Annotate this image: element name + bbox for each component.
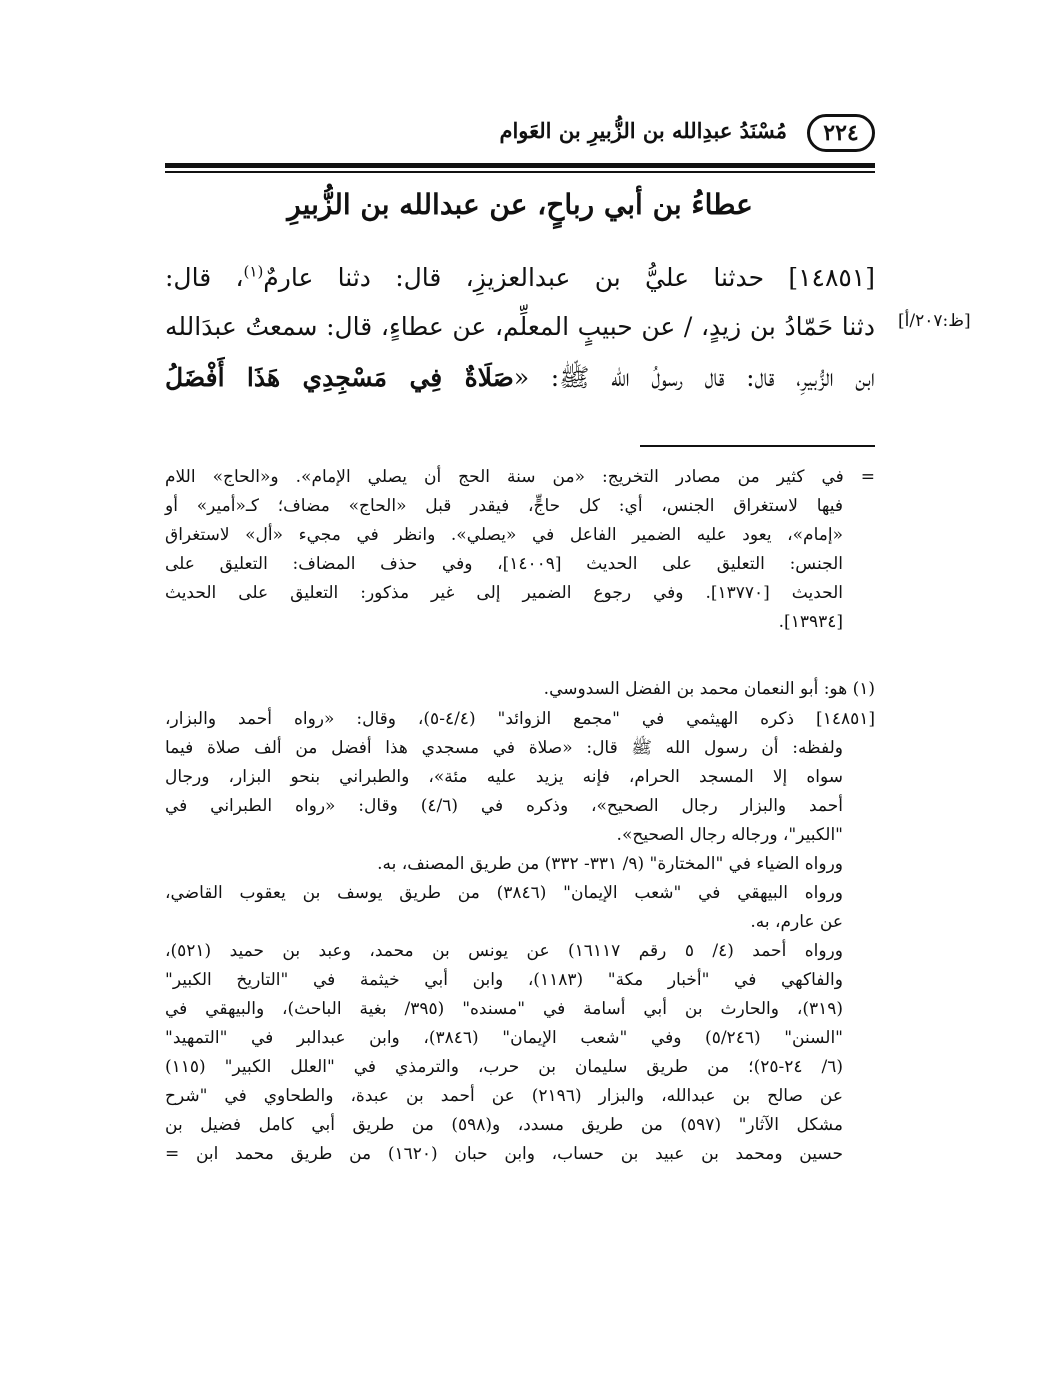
takhrij-line: [١٤٨٥١] ذكره الهيثمي في "مجمع الزوائد" (٤/٤-٥)، وقال: «رواه أحمد والبزار، [165, 709, 875, 729]
footnote-line: (١) هو: أبو النعمان محمد بن الفضل السدوسي. [543, 679, 875, 699]
footnote-ref-1: (١) [243, 262, 264, 281]
takhrij-line: عن صالح بن عبدالله، والبزار (٢١٩٦) عن أحمد بن عبدة، والطحاوي في "شرح [165, 1086, 844, 1106]
takhrij-line: والفاكهي في "أخبار مكة" (١١٨٣)، وابن أبي خيثمة في "التاريخ الكبير" [165, 970, 843, 990]
takhrij-line: أحمد والبزار رجال الصحيح»، وذكره في (٤/٦) وقال: «رواه الطبراني في [165, 796, 843, 816]
hadith-text: صَلَاةٌ فِي مَسْجِدِي هَذَا أَفْضَلُ [165, 363, 514, 392]
takhrij-line: ورواه أحمد (٤/ ٥ رقم ١٦١١٧) عن يونس بن محمد، وعبد بن حميد (٥٢١)، [165, 941, 843, 961]
footnote-line: الحديث [١٣٧٧٠]. وفي رجوع الضمير إلى غير مذكور: التعليق على الحديث [165, 583, 843, 603]
takhrij-line: حسين ومحمد بن عبيد بن حساب، وابن حبان (١٦٢٠) من طريق محمد ابن = [165, 1144, 843, 1164]
running-header [165, 112, 875, 162]
footnote-line: [١٣٩٣٤]. [778, 612, 843, 632]
takhrij-line: سواه إلا المسجد الحرام، فإنه يزيد عليه مئة»، والطبراني بنحو البزار، ورجال [165, 767, 843, 787]
margin-manuscript-note: [ظ:٢٠٧/أ] [898, 311, 971, 331]
takhrij-line: ولفظه: أن رسول الله ﷺ قال: «صلاة في مسجدي هذا أفضل من ألف صلاة فيما [165, 738, 843, 758]
takhrij-note [165, 705, 875, 1169]
page-number: ٢٢٤ [807, 114, 875, 152]
body-line-1-text: [١٤٨٥١] حدثنا عليُّ بن عبدالعزيزِ، قال: دثنا عارمٌ [263, 263, 875, 292]
body-line-2: دثنا حَمّادُ بن زيدٍ، / عن حبيبٍ المعلِّم، عن عطاءٍ، قال: سمعتُ عبدَالله [165, 312, 875, 341]
takhrij-line: عن عارم، به. [750, 912, 843, 932]
footnote-1 [165, 675, 875, 704]
takhrij-line: "السنن" (٥/٢٤٦) وفي "شعب الإيمان" (٣٨٤٦)، وابن عبدالبر في "التمهيد" [165, 1028, 843, 1048]
body-line-3-text: ابن الزُّبيرِ، قال: قال رسولُ الله ﷺ: « [513, 363, 875, 392]
takhrij-line: "الكبير"، ورجاله رجال الصحيح». [616, 825, 843, 845]
takhrij-line: مشكل الآثار" (٥٩٧) من طريق مسدد، و(٥٩٨) من طريق أبي كامل فضيل بن [165, 1115, 843, 1135]
footnote-line: الجنس: التعليق على الحديث [١٤٠٠٩]، وفي حذف المضاف: التعليق على [165, 554, 843, 574]
section-heading: عطاءُ بن أبي رباحٍ، عن عبدالله بن الزُّبيرِ [287, 188, 753, 221]
body-line-1 [165, 253, 875, 303]
takhrij-line: (٣١٩)، والحارث بن أبي أسامة في "مسنده" (٣٩٥/ بغية الباحث)، والبيهقي في [165, 999, 843, 1019]
footnote-line: «إمام»، يعود عليه الضمير الفاعل في «يصلي». وانظر في مجيء «أل» لاستغراق [165, 525, 843, 545]
takhrij-line: ورواه البيهقي في "شعب الإيمان" (٣٨٤٦) من طريق يوسف بن يعقوب القاضي، [165, 883, 843, 903]
body-line-3 [165, 353, 875, 403]
footnote-continuation [165, 463, 875, 637]
running-title: مُسْنَدُ عبدِالله بن الزُّبيرِ بن العَوام [499, 118, 787, 143]
takhrij-line: ورواه الضياء في "المختارة" (٩/ ٣٣١- ٣٣٢) من طريق المصنف، به. [377, 854, 843, 874]
footnote-line: فيها لاستغراق الجنس، أي: كل حاجٍّ، فيقدر قبل «الحاج» مضاف؛ كـ«أمير» أو [165, 496, 843, 516]
footnote-line: = في كثير من مصادر التخريج: «من سنة الحج أن يصلي الإمام». و«الحاج» اللام [165, 467, 875, 487]
footnote-separator [640, 445, 875, 447]
takhrij-line: (٦/ ٢٤-٢٥)؛ من طريق سليمان بن حرب، والترمذي في "العلل الكبير" (١١٥) [165, 1057, 843, 1077]
header-rule-thin [165, 171, 875, 173]
body-line-1-end: ، قال: [165, 263, 244, 292]
header-rule-thick [165, 163, 875, 168]
